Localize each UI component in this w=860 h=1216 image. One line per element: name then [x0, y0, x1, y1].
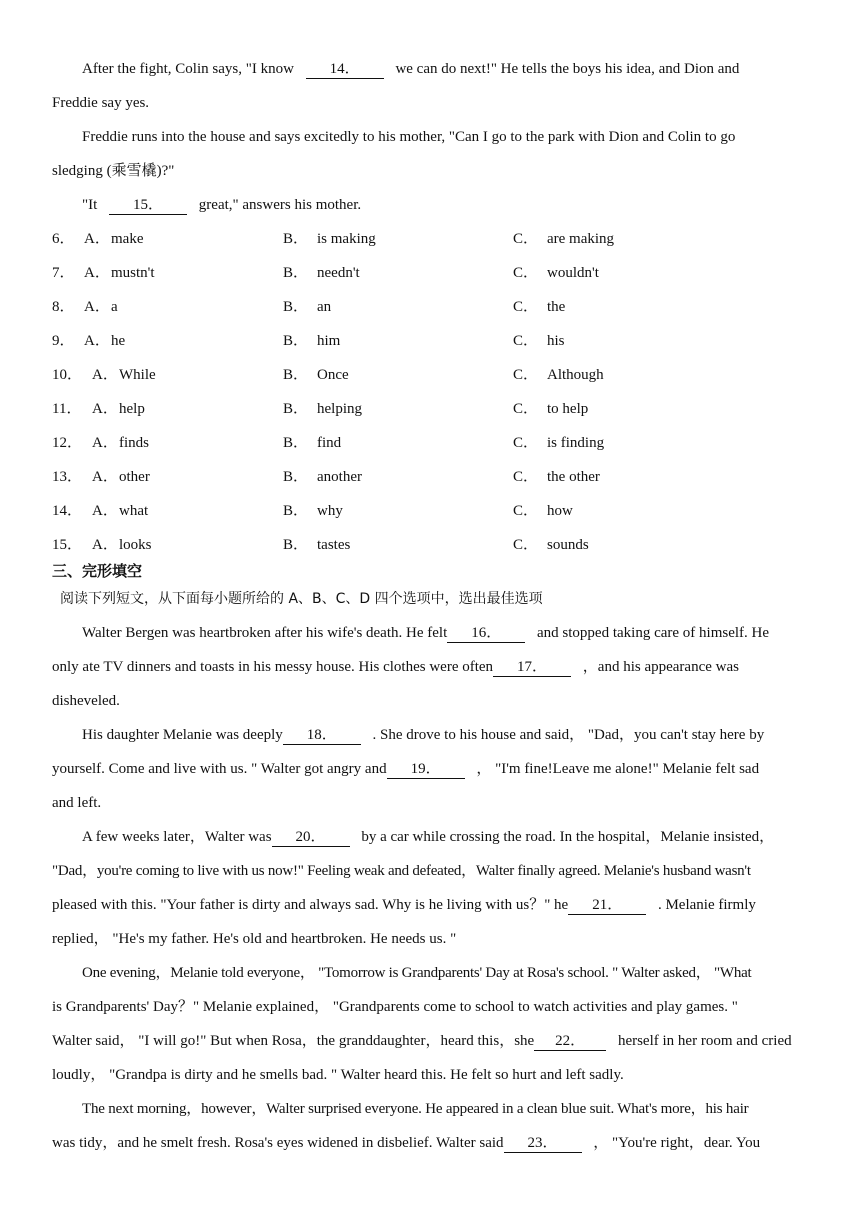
option-a[interactable]: other: [119, 469, 150, 485]
passage-line: [82, 127, 735, 147]
question-options-15: [52, 535, 812, 555]
option-letter: B．: [283, 333, 309, 349]
blank-17[interactable]: 17．: [493, 658, 571, 677]
blank-15[interactable]: 15．: [109, 196, 187, 215]
passage-text: we can do next!" He tells the boys his idea, and Dion and: [395, 61, 740, 77]
passage-line: [52, 1065, 624, 1085]
passage-text: is Grandparents' Day？" Melanie explained， "Grandparents come to school to watch activities and play games. ": [52, 999, 738, 1015]
option-a[interactable]: finds: [119, 435, 149, 451]
passage-text: disheveled.: [52, 693, 120, 709]
passage-text: One evening，Melanie told everyone， "Tomorrow is Grandparents' Day at Rosa's school. " Walter asked， "What: [82, 965, 752, 981]
option-c[interactable]: to help: [547, 401, 589, 417]
passage-line: [52, 929, 456, 949]
option-c[interactable]: how: [547, 503, 573, 519]
question-options-12: [52, 433, 812, 453]
option-c[interactable]: wouldn't: [547, 265, 599, 281]
passage-line: [52, 997, 738, 1017]
passage-text: great," answers his mother.: [198, 197, 362, 213]
option-letter: C．: [513, 401, 539, 417]
question-options-14: [52, 501, 812, 521]
option-a[interactable]: looks: [119, 537, 152, 553]
passage-line: [52, 691, 120, 711]
passage-text: herself in her room and cried: [617, 1033, 792, 1049]
passage-text: loudly， "Grandpa is dirty and he smells bad. " Walter heard this. He felt so hurt and left sadly.: [52, 1067, 624, 1083]
blank-16[interactable]: 16．: [447, 624, 525, 643]
option-b[interactable]: find: [317, 435, 342, 451]
option-letter: A．: [84, 265, 110, 281]
blank-22[interactable]: 22．: [534, 1032, 606, 1051]
passage-line: [52, 895, 756, 915]
option-letter: A．: [92, 401, 118, 417]
passage-text: was tidy，and he smelt fresh. Rosa's eyes widened in disbelief. Walter said: [52, 1135, 504, 1151]
option-a[interactable]: a: [111, 299, 118, 315]
option-a[interactable]: mustn't: [111, 265, 155, 281]
option-b[interactable]: him: [317, 333, 341, 349]
option-letter: B．: [283, 231, 309, 247]
question-number: 13．: [52, 469, 83, 485]
passage-text: The next morning，however，Walter surprised everyone. He appeared in a clean blue suit. What's more，his hair: [82, 1101, 749, 1117]
passage-line: [52, 1031, 792, 1051]
option-letter: C．: [513, 537, 539, 553]
blank-23[interactable]: 23．: [504, 1134, 582, 1153]
option-letter: C．: [513, 231, 539, 247]
option-letter: B．: [283, 401, 309, 417]
option-letter: A．: [84, 299, 110, 315]
option-letter: C．: [513, 503, 539, 519]
option-a[interactable]: make: [111, 231, 144, 247]
option-a[interactable]: he: [111, 333, 126, 349]
passage-line: [52, 1133, 760, 1153]
question-options-6: [52, 229, 812, 249]
passage-text: "Dad，you're coming to live with us now!" Feeling weak and defeated，Walter finally agreed. Melanie's husband wasn't: [52, 863, 751, 879]
option-letter: C．: [513, 367, 539, 383]
passage-line: [52, 657, 739, 677]
option-c[interactable]: his: [547, 333, 565, 349]
option-a[interactable]: While: [119, 367, 156, 383]
passage-line: [52, 161, 174, 181]
passage-line: [82, 827, 774, 847]
option-c[interactable]: the: [547, 299, 566, 315]
passage-text: . Melanie firmly: [657, 897, 756, 913]
option-b[interactable]: tastes: [317, 537, 351, 553]
passage-line: [82, 623, 769, 643]
question-options-8: [52, 297, 812, 317]
option-letter: C．: [513, 469, 539, 485]
option-a[interactable]: what: [119, 503, 149, 519]
question-number: 6．: [52, 231, 75, 247]
passage-text: After the fight, Colin says, "I know: [82, 61, 294, 77]
passage-text: His daughter Melanie was deeply: [82, 727, 283, 743]
question-options-10: [52, 365, 812, 385]
question-number: 7．: [52, 265, 75, 281]
option-letter: A．: [92, 537, 118, 553]
option-letter: A．: [92, 503, 118, 519]
option-b[interactable]: Once: [317, 367, 349, 383]
passage-line: [82, 1099, 748, 1119]
blank-14[interactable]: 14．: [306, 60, 384, 79]
passage-text: only ate TV dinners and toasts in his messy house. His clothes were often: [52, 659, 494, 675]
passage-text: and stopped taking care of himself. He: [537, 625, 770, 641]
option-letter: B．: [283, 469, 309, 485]
passage-text: . She drove to his house and said， "Dad，you can't stay here by: [372, 727, 765, 743]
passage-text: ， "I'm fine!Leave me alone!" Melanie felt sad: [476, 761, 760, 777]
option-c[interactable]: the other: [547, 469, 600, 485]
passage-text: yourself. Come and live with us. " Walter got angry and: [52, 761, 387, 777]
question-number: 12．: [52, 435, 83, 451]
passage-text: Walter said， "I will go!" But when Rosa，the granddaughter，heard this，she: [52, 1033, 535, 1049]
passage-line: [82, 963, 751, 983]
option-letter: C．: [513, 333, 539, 349]
option-c[interactable]: sounds: [547, 537, 589, 553]
passage-line: [52, 861, 751, 881]
passage-text: A few weeks later，Walter was: [82, 829, 272, 845]
blank-18[interactable]: 18．: [283, 726, 361, 745]
option-b[interactable]: needn't: [317, 265, 360, 281]
passage-line: [52, 793, 101, 813]
blank-20[interactable]: 20．: [272, 828, 350, 847]
blank-21[interactable]: 21．: [568, 896, 646, 915]
question-number: 14．: [52, 503, 83, 519]
section-instruction: 阅读下列短文，从下面每小题所给的 A、B、C、D 四个选项中，选出最佳选项: [60, 591, 543, 607]
option-letter: B．: [283, 367, 309, 383]
passage-text: Walter Bergen was heartbroken after his wife's death. He felt: [82, 625, 448, 641]
option-letter: B．: [283, 299, 309, 315]
passage-line: [52, 759, 759, 779]
question-number: 10．: [52, 367, 83, 383]
passage-line: [82, 725, 764, 745]
passage-text: pleased with this. "Your father is dirty and always sad. Why is he living with us？" he: [52, 897, 569, 913]
option-b[interactable]: why: [317, 503, 343, 519]
question-number: 11．: [52, 401, 82, 417]
passage-text: replied， "He's my father. He's old and heartbroken. He needs us. ": [52, 931, 457, 947]
option-letter: C．: [513, 435, 539, 451]
option-c[interactable]: Although: [547, 367, 604, 383]
question-number: 9．: [52, 333, 75, 349]
blank-19[interactable]: 19．: [387, 760, 465, 779]
option-letter: C．: [513, 299, 539, 315]
option-letter: A．: [92, 469, 118, 485]
option-b[interactable]: is making: [317, 231, 376, 247]
option-letter: B．: [283, 435, 309, 451]
passage-text: ，and his appearance was: [582, 659, 739, 675]
option-b[interactable]: an: [317, 299, 332, 315]
option-letter: A．: [92, 435, 118, 451]
passage-text: sledging (乘雪橇)?": [52, 163, 175, 179]
passage-text: ， "You're right，dear. You: [593, 1135, 761, 1151]
option-letter: B．: [283, 503, 309, 519]
passage-text: Freddie runs into the house and says excitedly to his mother, "Can I go to the park with Dion and Colin to go: [82, 129, 736, 145]
option-c[interactable]: are making: [547, 231, 615, 247]
option-letter: A．: [84, 231, 110, 247]
question-number: 15．: [52, 537, 83, 553]
option-letter: A．: [92, 367, 118, 383]
passage-text: and left.: [52, 795, 102, 811]
option-letter: B．: [283, 537, 309, 553]
option-letter: A．: [84, 333, 110, 349]
option-b[interactable]: helping: [317, 401, 362, 417]
passage-line: [52, 93, 149, 113]
question-options-9: [52, 331, 812, 351]
passage-text: "It: [82, 197, 98, 213]
question-options-7: [52, 263, 812, 283]
passage-text: Freddie say yes.: [52, 95, 150, 111]
question-options-11: [52, 399, 812, 419]
option-a[interactable]: help: [119, 401, 145, 417]
question-number: 8．: [52, 299, 75, 315]
option-c[interactable]: is finding: [547, 435, 605, 451]
option-letter: C．: [513, 265, 539, 281]
option-letter: B．: [283, 265, 309, 281]
section-title: 三、完形填空: [52, 562, 143, 580]
question-options-13: [52, 467, 812, 487]
passage-line: [82, 195, 361, 215]
option-b[interactable]: another: [317, 469, 362, 485]
passage-text: by a car while crossing the road. In the hospital，Melanie insisted，: [361, 829, 775, 845]
passage-line: [82, 59, 739, 79]
